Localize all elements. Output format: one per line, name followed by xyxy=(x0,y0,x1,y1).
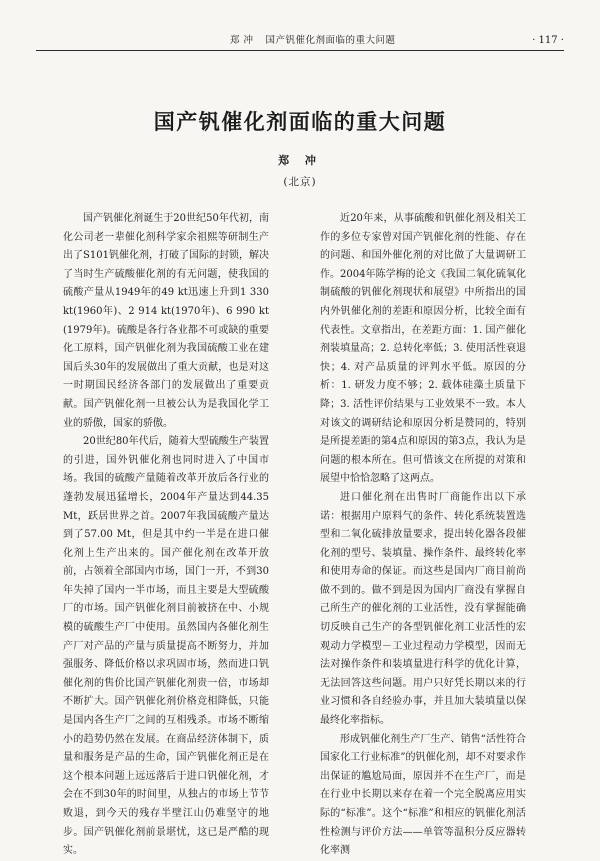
article-title: 国产钒催化剂面临的重大问题 xyxy=(153,110,447,134)
paragraph: 近20年来，从事硫酸和钒催化剂及相关工作的多位专家曾对国产钒催化剂的性能、存在的问题、和国外催化剂的对比做了大量调研工作。2004年陈学梅的论文《我国二氧化硫氧化制硫酸的钒催化剂现状和展望》中所指出的国内外钒催化剂的差距和原因分析，比较全面有代表性。文章指出，在差距方面：1. 国产催化剂装填量高；2. 总转化率低；3. 使用活性衰退快；4. 对产品质量的评判水平低。原因的分析：1. 研发力度不够；2. 载体硅藻土质量下降；3. 活性评价结果与工业效果不一致。本人对该文的调研结论和原因分析是赞同的，特别是所提差距的第4点和原因的第3点，我认为是问题的根本所在。但可惜该文在所提的对策和展望中恰恰忽略了这两点。 xyxy=(320,213,526,485)
right-column xyxy=(320,210,526,861)
paragraph: 20世纪80年代后，随着大型硫酸生产装置的引进，国外钒催化剂也同时进入了中国市场。我国的硫酸产量随着改革开放后各行业的蓬勃发展迅猛增长，2004年产量达到44.35 Mt，跃居世界之首。2007年我国硫酸产量达到了57.00 Mt，但是其中约一半是在进口催化剂上生产出来的。国产催化剂在改革开放前，占领着全部国内市场，国门一开，不到30年失掉了国内一半市场，而且主要是大型硫酸厂的市场。国产钒催化剂目前被挤在中、小规模的硫酸生产厂中使用。虽然国内各催化剂生产厂对产品的产量与质量提高不断努力，并加强服务、降低价格以求巩固市场，然而进口钒催化剂的售价比国产钒催化剂贵一倍，市场却不断扩大。国产钒催化剂价格竞相降低，只能是国内各生产厂之间的互相残杀。市场不断缩小的趋势仍然在发展。在商品经济体制下，质量和服务是产品的生命，国产钒催化剂正是在这个根本问题上远远落后于进口钒催化剂，才会在不到30年的时间里，从独占的市场上节节败退，到今天的残存半壁江山仍难坚守的地步。国产钒催化剂前景堪忧，这已是严酷的现实。 xyxy=(63,436,269,857)
paragraph: 国产钒催化剂诞生于20世纪50年代初，南化公司老一辈催化剂科学家余祖熙等研制生产出了S101钒催化剂，打破了国际的封锁，解决了当时生产硫酸催化剂的有无问题，使我国的硫酸产量从1949年的49 kt迅速上升到1 330 kt(1960年)、2 914 kt(1970年)、6 990 kt(1979年)。硫酸是各行各业都不可或缺的重要化工原料，国产钒催化剂为我国硫酸工业在建国后头30年的发展做出了重大贡献，也是对这一时期国民经济各部门的发展做出了重要贡献。国产钒催化剂一旦被公认为是我国化学工业的骄傲，国家的骄傲。 xyxy=(63,213,269,429)
article-author: 郑 冲 xyxy=(278,154,322,167)
running-header xyxy=(36,34,564,51)
running-header-author: 郑 冲 xyxy=(230,35,254,46)
paragraph: 形成钒催化剂生产厂生产、销售“活性符合国家化工行业标准”的钒催化剂，却不对要求作出保证的尴尬局面，原因并不在生产厂，而是在行业中长期以来存在着一个完全脱离应用实际的“标准”。这个“标准”和相应的钒催化剂活性检测与评价方法——单管等温积分反应器转化率测 xyxy=(320,733,526,857)
running-header-title xyxy=(230,34,396,48)
running-header-article-title: 国产钒催化剂面临的重大问题 xyxy=(265,35,396,46)
page-number: · 117 · xyxy=(532,35,564,46)
author-affiliation: (北京) xyxy=(283,176,317,188)
left-column xyxy=(63,210,269,861)
paragraph: 进口催化剂在出售时厂商能作出以下承诺：根据用户原料气的条件、转化系统装置选型和二氧化硫排放量要求，提出转化器各段催化剂的型号、装填量、操作条件、最终转化率和使用寿命的保证。而这些是国内厂商目前尚做不到的。做不到是因为国内厂商没有掌握自己所生产的催化剂的工业活性，没有掌握能确切反映自己生产的各型钒催化剂工业活性的宏观动力学模型－工业过程动力学模型，因而无法对操作条件和装填量进行科学的优化计算，无法回答这些问题。用户只好凭长期以来的行业习惯和各自经验办事，并且加大装填量以保最终化率指标。 xyxy=(320,491,526,727)
